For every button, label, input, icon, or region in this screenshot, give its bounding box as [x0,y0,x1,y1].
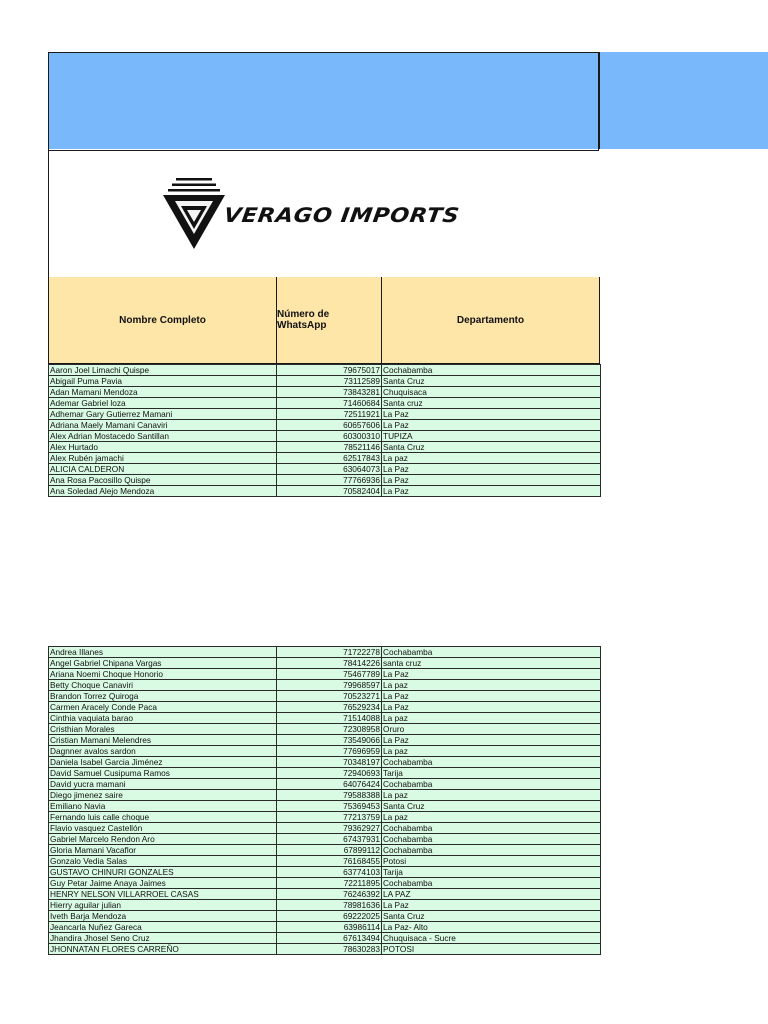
table-row [49,376,601,387]
table-row [49,933,601,944]
logo-wordmark: VERAGO IMPORTS [222,203,462,227]
cell-department: Cochabamba [382,845,601,856]
cell-name: Diego jimenez saire [49,790,277,801]
table-row [49,823,601,834]
table-row [49,658,601,669]
cell-whatsapp: 63064073 [277,464,382,475]
column-header-row [48,277,600,364]
table-row [49,878,601,889]
table-row [49,420,601,431]
cell-whatsapp: 70348197 [277,757,382,768]
table-row [49,442,601,453]
cell-department: Cochabamba [382,834,601,845]
cell-whatsapp: 72511921 [277,409,382,420]
cell-name: Adan Mamani Mendoza [49,387,277,398]
cell-department: La paz [382,790,601,801]
cell-department: Chuquisaca [382,387,601,398]
table-row [49,757,601,768]
cell-name: JHONNATAN FLORES CARREÑO [49,944,277,955]
cell-name: Fernando luis calle choque [49,812,277,823]
cell-whatsapp: 67437931 [277,834,382,845]
table-row [49,845,601,856]
table-row [49,911,601,922]
cell-whatsapp: 76246392 [277,889,382,900]
cell-name: Carmen Aracely Conde Paca [49,702,277,713]
cell-whatsapp: 78630283 [277,944,382,955]
cell-whatsapp: 70523271 [277,691,382,702]
cell-name: Gabriel Marcelo Rendon Aro [49,834,277,845]
cell-department: Cochabamba [382,823,601,834]
cell-department: La Paz [382,464,601,475]
cell-name: Brandon Torrez Quiroga [49,691,277,702]
cell-department: LA PAZ [382,889,601,900]
cell-department: La Paz [382,735,601,746]
table-row [49,856,601,867]
cell-whatsapp: 72211895 [277,878,382,889]
cell-department: POTOSI [382,944,601,955]
cell-whatsapp: 60300310 [277,431,382,442]
cell-name: Andrea Illanes [49,647,277,658]
cell-whatsapp: 72308958 [277,724,382,735]
table-row [49,724,601,735]
cell-whatsapp: 73112589 [277,376,382,387]
cell-name: David Samuel Cusipuma Ramos [49,768,277,779]
cell-department: La Paz- Alto [382,922,601,933]
cell-name: Alex Rubén jamachi [49,453,277,464]
cell-whatsapp: 75467789 [277,669,382,680]
table-row [49,475,601,486]
cell-department: La paz [382,713,601,724]
cell-whatsapp: 76529234 [277,702,382,713]
cell-name: Adhemar Gary Gutierrez Mamani [49,409,277,420]
table-row [49,713,601,724]
contacts-table-1 [48,364,601,497]
cell-department: Santa Cruz [382,376,601,387]
cell-name: Daniela Isabel Garcia Jiménez [49,757,277,768]
cell-department: La paz [382,453,601,464]
company-logo [162,175,462,251]
contacts-table-2 [48,646,601,955]
banner-divider [599,52,600,149]
cell-department: La Paz [382,669,601,680]
table-row [49,365,601,376]
cell-department: Cochabamba [382,365,601,376]
cell-department: La Paz [382,900,601,911]
cell-name: Flavio vasquez Castellón [49,823,277,834]
cell-name: Alex Adrian Mostacedo Santillan [49,431,277,442]
cell-name: Alex Hurtado [49,442,277,453]
cell-department: Cochabamba [382,757,601,768]
cell-department: Chuquisaca - Sucre [382,933,601,944]
cell-department: La paz [382,746,601,757]
cell-whatsapp: 67613494 [277,933,382,944]
cell-whatsapp: 73549066 [277,735,382,746]
cell-name: Adriana Maely Mamani Canaviri [49,420,277,431]
cell-whatsapp: 79588388 [277,790,382,801]
cell-whatsapp: 79362927 [277,823,382,834]
cell-whatsapp: 71722278 [277,647,382,658]
table-row [49,647,601,658]
cell-name: Emiliano Navia [49,801,277,812]
cell-name: Hierry aguilar julian [49,900,277,911]
cell-department: La paz [382,680,601,691]
cell-whatsapp: 78521146 [277,442,382,453]
column-header-department: Departamento [381,277,600,364]
table-row [49,834,601,845]
cell-name: Gonzalo Vedia Salas [49,856,277,867]
table-row [49,867,601,878]
cell-whatsapp: 78981636 [277,900,382,911]
table-row [49,680,601,691]
column-header-whatsapp: Número de WhatsApp [276,277,381,364]
table-row [49,669,601,680]
cell-name: GUSTAVO CHINURI GONZALES [49,867,277,878]
table-row [49,779,601,790]
cell-department: Santa cruz [382,398,601,409]
cell-name: Jeancarla Nuñez Gareca [49,922,277,933]
cell-department: Cochabamba [382,878,601,889]
table-row [49,889,601,900]
table-row [49,431,601,442]
table-row [49,486,601,497]
table-row [49,702,601,713]
cell-department: La Paz [382,691,601,702]
cell-department: La paz [382,812,601,823]
table-row [49,464,601,475]
cell-name: Gloria Mamani Vacaflor [49,845,277,856]
cell-name: Abigail Puma Pavia [49,376,277,387]
cell-department: Tarija [382,768,601,779]
cell-name: Cinthia vaquiata barao [49,713,277,724]
cell-whatsapp: 75369453 [277,801,382,812]
table-row [49,409,601,420]
cell-whatsapp: 77213759 [277,812,382,823]
table-row [49,746,601,757]
cell-whatsapp: 69222025 [277,911,382,922]
cell-whatsapp: 70582404 [277,486,382,497]
cell-whatsapp: 77766936 [277,475,382,486]
table-row [49,922,601,933]
table-row [49,398,601,409]
cell-name: Angel Gabriel Chipana Vargas [49,658,277,669]
cell-department: TUPIZA [382,431,601,442]
cell-name: Dagnner avalos sardon [49,746,277,757]
cell-whatsapp: 71514088 [277,713,382,724]
cell-name: David yucra mamani [49,779,277,790]
cell-whatsapp: 79675017 [277,365,382,376]
cell-department: Potosi [382,856,601,867]
cell-whatsapp: 78414226 [277,658,382,669]
cell-department: Santa Cruz [382,442,601,453]
cell-name: Ana Soledad Alejo Mendoza [49,486,277,497]
cell-name: Jhandira Jhosel Seno Cruz [49,933,277,944]
cell-whatsapp: 62517843 [277,453,382,464]
verago-chevron-logo-icon [162,175,226,251]
cell-whatsapp: 64076424 [277,779,382,790]
cell-name: Cristian Mamani Melendres [49,735,277,746]
column-header-name: Nombre Completo [48,277,276,364]
cell-department: santa cruz [382,658,601,669]
cell-whatsapp: 67899112 [277,845,382,856]
cell-whatsapp: 63774103 [277,867,382,878]
table-row [49,691,601,702]
cell-whatsapp: 72940693 [277,768,382,779]
table-row [49,768,601,779]
cell-department: La Paz [382,702,601,713]
cell-department: La Paz [382,409,601,420]
cell-department: Tarija [382,867,601,878]
cell-name: Ana Rosa Pacosillo Quispe [49,475,277,486]
cell-whatsapp: 79968597 [277,680,382,691]
cell-department: La Paz [382,475,601,486]
cell-department: Cochabamba [382,779,601,790]
cell-whatsapp: 63986114 [277,922,382,933]
cell-department: La Paz [382,486,601,497]
cell-whatsapp: 76168455 [277,856,382,867]
cell-name: HENRY NELSON VILLARROEL CASAS [49,889,277,900]
cell-name: Ademar Gabriel loza [49,398,277,409]
table-row [49,812,601,823]
cell-whatsapp: 73843281 [277,387,382,398]
cell-department: La Paz [382,420,601,431]
table-row [49,790,601,801]
table-row [49,735,601,746]
logo-area [49,150,599,278]
cell-whatsapp: 77696959 [277,746,382,757]
cell-name: Ariana Noemi Choque Honorio [49,669,277,680]
cell-whatsapp: 71460684 [277,398,382,409]
cell-department: Oruro [382,724,601,735]
table-row [49,387,601,398]
cell-department: Santa Cruz [382,911,601,922]
cell-name: Betty Choque Canaviri [49,680,277,691]
cell-name: Aaron Joel Limachi Quispe [49,365,277,376]
table-row [49,801,601,812]
table-row [49,900,601,911]
cell-name: ALICIA CALDERON [49,464,277,475]
cell-name: Guy Petar Jaime Anaya Jaimes [49,878,277,889]
cell-whatsapp: 60657606 [277,420,382,431]
table-row [49,944,601,955]
table-row [49,453,601,464]
cell-name: Cristhian Morales [49,724,277,735]
cell-name: Iveth Barja Mendoza [49,911,277,922]
cell-department: Cochabamba [382,647,601,658]
cell-department: Santa Cruz [382,801,601,812]
